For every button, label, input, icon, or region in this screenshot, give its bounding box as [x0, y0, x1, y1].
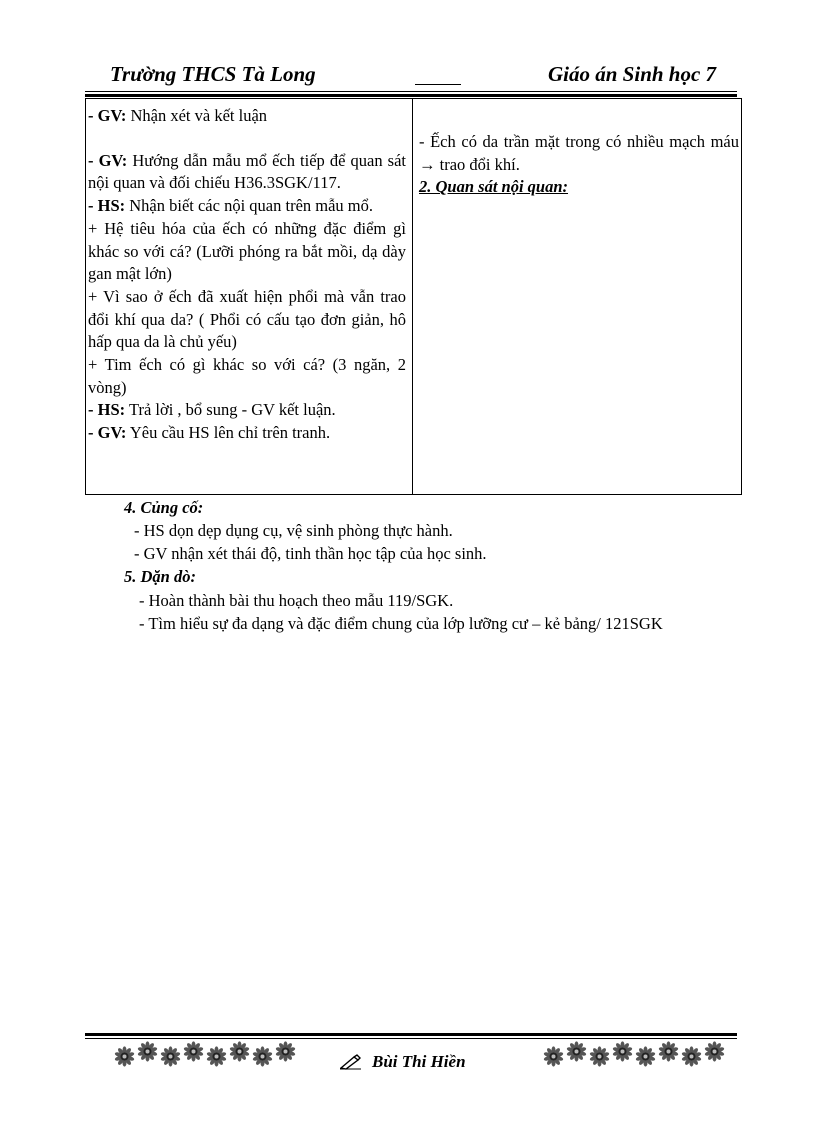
- activity-line: [88, 354, 406, 399]
- teacher-activities-cell: [88, 105, 406, 445]
- flower-icon: [635, 1046, 656, 1065]
- table-column-divider: [412, 99, 413, 494]
- activity-text: Nhận biết các nội quan trên mẫu mổ.: [125, 196, 374, 216]
- activity-text: Trả lời , bổ sung - GV kết luận.: [125, 400, 336, 420]
- flower-icon: [275, 1041, 296, 1065]
- homework-item: - Tìm hiểu sự đa dạng và đặc điểm chung của lớp lưỡng cư – kẻ bảng/ 121SGK: [139, 614, 663, 633]
- flower-icon: [658, 1041, 679, 1065]
- skin-note: - Ếch có da trần mặt trong có nhiều mạch máu → trao đổi khí.: [419, 132, 739, 174]
- flower-icon: [137, 1041, 158, 1065]
- homework-item: - Hoàn thành bài thu hoạch theo mẫu 119/SGK.: [139, 591, 454, 610]
- activity-line: [88, 218, 406, 286]
- footer-rule-thin: [85, 1038, 737, 1039]
- header-school: Trường THCS Tà Long: [110, 62, 316, 86]
- activity-text: + Vì sao ở ếch đã xuất hiện phổi mà vẫn trao đổi khí qua da? ( Phổi có cấu tạo đơn giản, hô hấp qua da là chủ yếu): [88, 286, 406, 352]
- consolidation-title: 4. Củng cố:: [124, 498, 204, 517]
- homework-title: 5. Dặn dò:: [124, 567, 196, 586]
- flower-icon: [566, 1041, 587, 1065]
- footer-rule-thick: [85, 1033, 737, 1036]
- header-rule-thick: [85, 94, 737, 97]
- paragraph-spacer: [88, 128, 406, 150]
- activity-text: Nhận xét và kết luận: [126, 106, 268, 125]
- pen-icon: [340, 1054, 362, 1070]
- activity-text: + Tim ếch có gì khác so với cá? (3 ngăn, 2 vòng): [88, 355, 406, 397]
- flower-icon: [160, 1046, 181, 1065]
- flower-icon: [612, 1041, 633, 1065]
- footer-author: [340, 1052, 466, 1072]
- role-label: - GV:: [88, 150, 128, 170]
- flower-icon: [681, 1046, 702, 1065]
- flower-icon: [206, 1046, 227, 1065]
- flower-icon: [704, 1041, 725, 1065]
- activity-line: [88, 195, 406, 218]
- flower-icon: [589, 1046, 610, 1065]
- role-label: - GV:: [88, 106, 127, 125]
- activity-line: [88, 105, 406, 128]
- role-label: - HS:: [88, 400, 126, 420]
- activity-line: [88, 422, 406, 445]
- header-rule-thin: [85, 91, 737, 92]
- consolidation-item: - GV nhận xét thái độ, tinh thần học tập của học sinh.: [134, 544, 487, 563]
- flower-row-right: [543, 1043, 725, 1065]
- flower-icon: [543, 1046, 564, 1065]
- flower-icon: [252, 1046, 273, 1065]
- author-name: Bùi Thi Hiền: [372, 1052, 466, 1071]
- flower-icon: [183, 1041, 204, 1065]
- activity-line: [88, 150, 406, 195]
- role-label: - HS:: [88, 196, 126, 216]
- flower-icon: [114, 1046, 135, 1065]
- header-subject: Giáo án Sinh học 7: [548, 62, 717, 86]
- activity-text: Hướng dẫn mẫu mổ ếch tiếp để quan sát nội quan và đối chiếu H36.3SGK/117.: [88, 150, 407, 193]
- role-label: - GV:: [88, 423, 127, 443]
- activity-line: [88, 286, 406, 354]
- activity-line: [88, 399, 406, 422]
- consolidation-item: - HS dọn dẹp dụng cụ, vệ sinh phòng thực hành.: [134, 521, 453, 540]
- activity-text: Yêu cầu HS lên chỉ trên tranh.: [126, 423, 331, 443]
- header-divider-line: [415, 62, 461, 85]
- activity-text: + Hệ tiêu hóa của ếch có những đặc điểm gì khác so với cá? (Lưỡi phóng ra bắt mồi, dạ dày gan mật lớn): [88, 218, 406, 284]
- section-title: 2. Quan sát nội quan:: [419, 177, 569, 197]
- flower-row-left: [114, 1043, 296, 1065]
- content-cell: [419, 131, 739, 199]
- flower-icon: [229, 1041, 250, 1065]
- lesson-table: [85, 98, 742, 495]
